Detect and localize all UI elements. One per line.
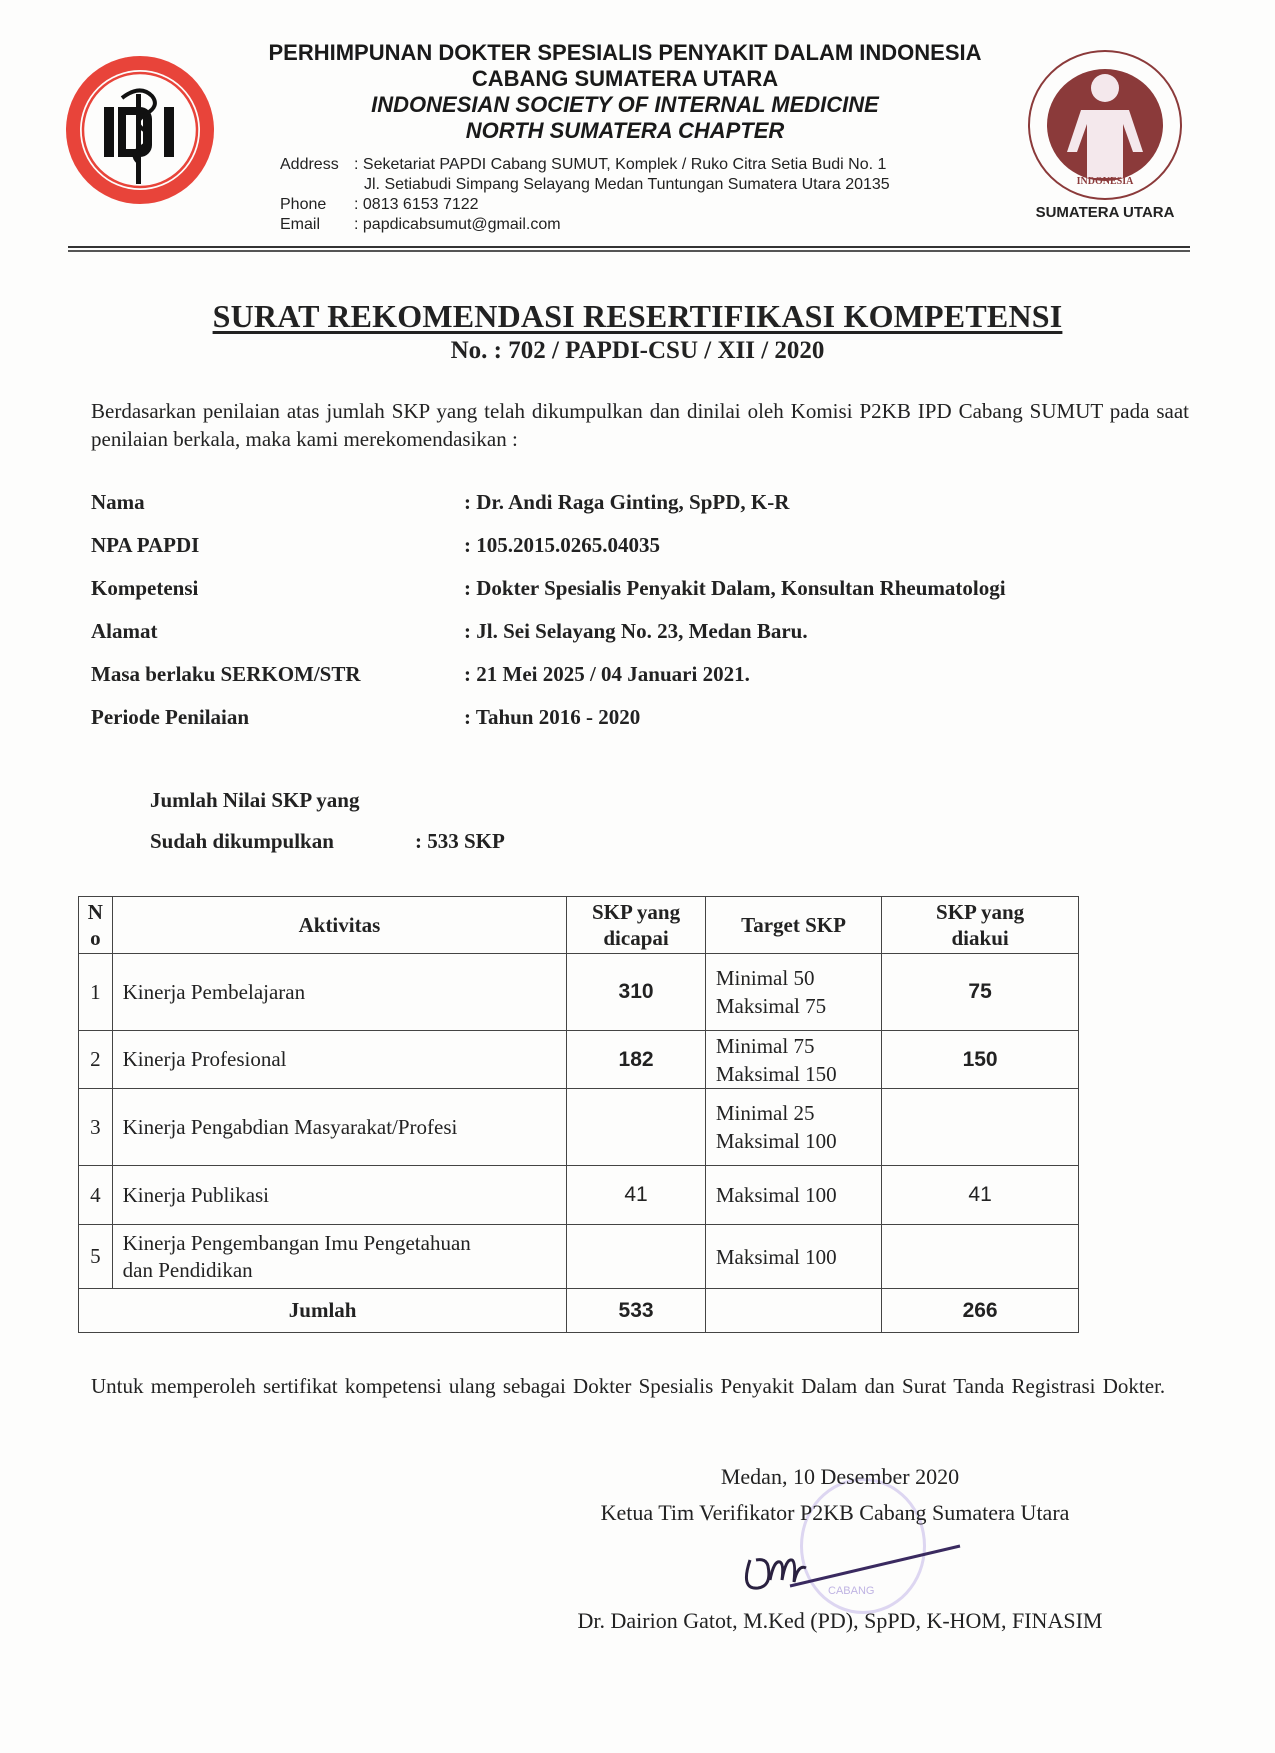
signatory-name: Dr. Dairion Gatot, M.Ked (PD), SpPD, K-HOM, FINASIM	[577, 1608, 1103, 1633]
signature-icon	[720, 1540, 980, 1600]
row-achieved: 310	[567, 954, 706, 1031]
table-row	[79, 1031, 1079, 1089]
header-no: N o	[79, 897, 113, 954]
stamp-text: CABANG	[828, 1585, 875, 1597]
field-label-npa: NPA PAPDI	[91, 533, 200, 557]
header-achieved: SKP yang dicapai	[567, 897, 706, 954]
field-value-periode: : Tahun 2016 - 2020	[464, 705, 641, 729]
email-value: : papdicabsumut@gmail.com	[354, 216, 561, 233]
table-row	[79, 1089, 1079, 1166]
total-target	[705, 1289, 881, 1333]
field-value-npa: : 105.2015.0265.04035	[464, 533, 660, 557]
org-name-english: INDONESIAN SOCIETY OF INTERNAL MEDICINE	[371, 92, 879, 117]
row-activity: Kinerja Pembelajaran	[112, 954, 567, 1031]
table-total-row	[79, 1289, 1079, 1333]
papdi-logo-icon	[1025, 48, 1185, 203]
phone-value: : 0813 6153 7122	[354, 196, 479, 213]
row-target: Minimal 50 Maksimal 75	[705, 954, 881, 1031]
idi-logo-icon	[60, 50, 220, 210]
row-achieved	[567, 1225, 706, 1289]
row-activity: Kinerja Pengembangan Imu Pengetahuan dan Pendidikan	[112, 1225, 567, 1289]
phone-label: Phone	[280, 196, 327, 213]
place-date: Medan, 10 Desember 2020	[720, 1464, 960, 1489]
field-label-alamat: Alamat	[91, 619, 158, 643]
address-line2: Jl. Setiabudi Simpang Selayang Medan Tuntungan Sumatera Utara 20135	[364, 176, 890, 193]
field-label-periode: Periode Penilaian	[91, 705, 250, 729]
summary-label-line1: Jumlah Nilai SKP yang	[150, 788, 360, 812]
field-value-alamat: : Jl. Sei Selayang No. 23, Medan Baru.	[464, 619, 808, 643]
row-achieved: 41	[567, 1166, 706, 1225]
table-row	[79, 954, 1079, 1031]
org-branch-english: NORTH SUMATERA CHAPTER	[465, 118, 785, 143]
email-label: Email	[280, 216, 321, 233]
row-acknowledged: 75	[882, 954, 1079, 1031]
total-label: Jumlah	[79, 1289, 567, 1333]
field-label-kompetensi: Kompetensi	[91, 576, 199, 600]
row-no: 4	[79, 1166, 113, 1225]
summary-label-line2: Sudah dikumpulkan	[150, 829, 334, 853]
row-no: 5	[79, 1225, 113, 1289]
svg-text:INDONESIA: INDONESIA	[1076, 176, 1134, 187]
idi-logo	[60, 50, 220, 210]
row-target: Maksimal 100	[705, 1225, 881, 1289]
header-divider	[68, 246, 1190, 248]
field-value-kompetensi: : Dokter Spesialis Penyakit Dalam, Konsultan Rheumatologi	[464, 576, 1006, 600]
signature	[720, 1540, 980, 1605]
field-label-masa-berlaku: Masa berlaku SERKOM/STR	[91, 662, 361, 686]
header-divider-secondary	[68, 250, 1190, 252]
skp-table	[78, 896, 1079, 1333]
closing-paragraph: Untuk memperoleh sertifikat kompetensi ulang sebagai Dokter Spesialis Penyakit Dalam dan Surat Tanda Registrasi Dokter.	[91, 1374, 1166, 1398]
summary-value: : 533 SKP	[415, 829, 505, 853]
row-target: Minimal 75 Maksimal 150	[705, 1031, 881, 1089]
row-target: Maksimal 100	[705, 1166, 881, 1225]
total-achieved: 533	[567, 1289, 706, 1333]
signatory-position: Ketua Tim Verifikator P2KB Cabang Sumatera Utara	[600, 1500, 1070, 1525]
row-no: 2	[79, 1031, 113, 1089]
header-acknowledged: SKP yang diakui	[882, 897, 1079, 954]
papdi-logo	[1025, 48, 1185, 203]
address-label: Address	[280, 156, 339, 173]
row-acknowledged	[882, 1089, 1079, 1166]
intro-paragraph: Berdasarkan penilaian atas jumlah SKP yang telah dikumpulkan dan dinilai oleh Komisi P2KB IPD Cabang SUMUT pada saat penilaian berkala, maka kami merekomendasikan :	[91, 399, 1189, 451]
total-acknowledged: 266	[882, 1289, 1079, 1333]
field-value-nama: : Dr. Andi Raga Ginting, SpPD, K-R	[464, 490, 790, 514]
field-label-nama: Nama	[91, 490, 145, 514]
row-no: 3	[79, 1089, 113, 1166]
row-acknowledged: 41	[882, 1166, 1079, 1225]
letterhead-text	[225, 40, 1025, 144]
contact-info	[280, 155, 890, 235]
table-row	[79, 1166, 1079, 1225]
row-activity: Kinerja Publikasi	[112, 1166, 567, 1225]
table-row	[79, 1225, 1079, 1289]
row-achieved: 182	[567, 1031, 706, 1089]
org-branch: CABANG SUMATERA UTARA	[471, 66, 779, 91]
field-value-masa-berlaku: : 21 Mei 2025 / 04 Januari 2021.	[464, 662, 750, 686]
document-title: SURAT REKOMENDASI RESERTIFIKASI KOMPETENSI	[212, 298, 1063, 334]
row-achieved	[567, 1089, 706, 1166]
row-no: 1	[79, 954, 113, 1031]
org-name: PERHIMPUNAN DOKTER SPESIALIS PENYAKIT DALAM INDONESIA	[268, 40, 982, 65]
row-acknowledged	[882, 1225, 1079, 1289]
row-activity: Kinerja Pengabdian Masyarakat/Profesi	[112, 1089, 567, 1166]
row-activity: Kinerja Profesional	[112, 1031, 567, 1089]
header-target: Target SKP	[705, 897, 881, 954]
document-number: No. : 702 / PAPDI-CSU / XII / 2020	[450, 337, 825, 364]
papdi-caption: SUMATERA UTARA	[1035, 204, 1175, 221]
row-acknowledged: 150	[882, 1031, 1079, 1089]
address-line1: : Seketariat PAPDI Cabang SUMUT, Komplek / Ruko Citra Setia Budi No. 1	[354, 156, 887, 173]
header-activity: Aktivitas	[112, 897, 567, 954]
table-header-row	[79, 897, 1079, 954]
row-target: Minimal 25 Maksimal 100	[705, 1089, 881, 1166]
